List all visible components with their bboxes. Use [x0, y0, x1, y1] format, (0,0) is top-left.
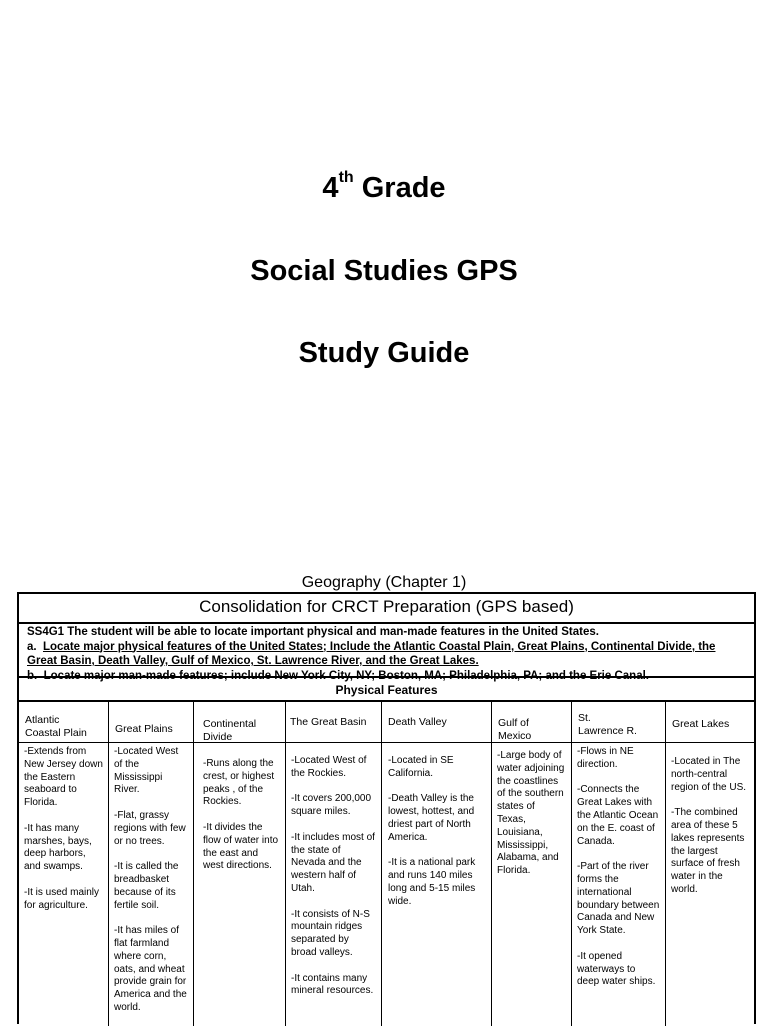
feature-description: -Extends from New Jersey down the Eastern seaboard to Florida. -It has many marshes, bays, deep harbors, and swamps. -It is used mainly for agriculture. — [24, 746, 103, 911]
feature-description: -Runs along the crest, or highest peaks , of the Rockies. -It divides the flow of water into the east and west directions. — [203, 758, 279, 872]
item-a-text: Locate major physical features of the United States; Include the Atlantic Coastal Plain, Great Plains, Continental Divide, the Great Basin, Death Valley, Gulf of Mexico, St. Lawrence River, and the Great Lakes. — [27, 640, 716, 667]
feature-description: -Located in SE California. -Death Valley is the lowest, hottest, and driest part of North America. -It is a national park and runs 140 miles long and 5-15 miles wide. — [388, 755, 476, 907]
feature-column — [194, 701, 286, 1026]
feature-column — [666, 701, 754, 1026]
title-subject: Social Studies GPS — [250, 255, 518, 287]
grade-word: Grade — [361, 172, 446, 204]
title-grade — [0, 169, 768, 205]
feature-name: Great Plains — [109, 701, 193, 743]
feature-name: Continental Divide — [194, 701, 285, 743]
item-b-prefix: b. — [27, 669, 38, 682]
feature-column — [286, 701, 382, 1026]
feature-column — [382, 701, 492, 1026]
feature-name: Gulf of Mexico — [492, 701, 571, 743]
standard-item-a — [27, 640, 747, 669]
feature-column — [109, 701, 194, 1026]
standard-intro: SS4G1 The student will be able to locate important physical and man-made features in the United States. — [27, 626, 599, 638]
feature-name: Death Valley — [382, 701, 491, 743]
chapter-heading: Geography (Chapter 1) — [301, 574, 467, 591]
feature-name: Atlantic Coastal Plain — [19, 701, 108, 743]
feature-column — [19, 701, 109, 1026]
feature-description: -Located in The north-central region of the US. -The combined area of these 5 lakes represents the largest surface of fresh water in the world. — [671, 756, 747, 895]
standard-text — [19, 622, 754, 682]
title-doc-type: Study Guide — [298, 337, 470, 369]
feature-name: St. Lawrence R. — [572, 701, 665, 743]
features-table — [17, 592, 756, 1024]
feature-description: -Located West of the Mississippi River. -Flat, grassy regions with few or no trees. -It is called the breadbasket because of its fertile soil. -It has miles of flat farmland where corn, oats, and wheat provide grain for America and the world. — [114, 746, 187, 1013]
feature-column — [572, 701, 666, 1026]
item-b-text: Locate major man-made features; include New York City, NY; Boston, MA; Philadelphia, PA; and the Erie Canal. — [43, 669, 649, 682]
grade-superscript: th — [338, 169, 354, 187]
feature-description: -Located West of the Rockies. -It covers 200,000 square miles. -It includes most of the state of Nevada and the western half of Utah. -It consists of N-S mountain ridges separated by broad valleys. -It contains many mineral resources. — [291, 755, 375, 997]
physical-features-heading: Physical Features — [19, 680, 754, 702]
feature-name: Great Lakes — [666, 701, 754, 743]
item-a-prefix: a. — [27, 640, 37, 653]
feature-name: The Great Basin — [286, 701, 381, 743]
consolidation-heading: Consolidation for CRCT Preparation (GPS based) — [19, 594, 754, 624]
feature-description: -Large body of water adjoining the coastlines of the southern states of Texas, Louisiana, Mississippi, Alabama, and Florida. — [497, 750, 565, 877]
feature-column — [492, 701, 572, 1026]
feature-description: -Flows in NE direction. -Connects the Great Lakes with the Atlantic Ocean on the E. coast of Canada. -Part of the river forms the international boundary between Canada and New York State. -It opened waterways to deep water ships. — [577, 746, 660, 988]
grade-number: 4 — [322, 172, 339, 204]
